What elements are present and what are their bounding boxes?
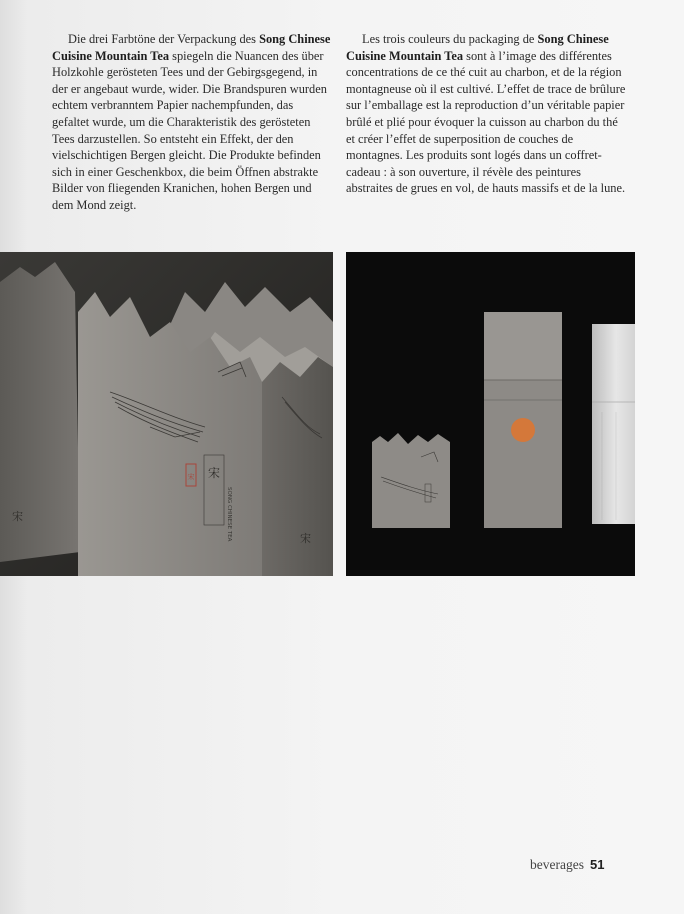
section-label: beverages <box>530 857 584 872</box>
box-brand-vertical: SONG CHINESE TEA <box>226 487 232 542</box>
foil-tea-bag <box>592 324 635 524</box>
packages-illustration <box>346 252 635 576</box>
left-panel-glyph: 宋 <box>12 510 23 523</box>
french-brand-name: Song Chinese Cuisine Mountain Tea <box>346 32 609 63</box>
german-column <box>52 31 332 214</box>
french-paragraph <box>346 31 626 197</box>
french-column <box>346 31 626 197</box>
page-footer <box>530 857 604 873</box>
french-text-body: sont à l’image des différentes concentrations de ce thé cuit au charbon, et de la région montagneuse où il est cultivé. L’effet de trace de brûlure sur l’emballage est la reproduction d’un véritable papier brûlé et plié pour évoquer la cuisson au charbon du thé et créer l’effet de superposition de couches de montagnes. Les produits sont logés dans un coffret-cadeau : à son ouverture, il révèle des peintures abstraites de grues en vol, de hauts massifs et de la lune. <box>346 48 626 196</box>
box-brand-glyph: 宋 <box>207 466 221 480</box>
red-seal-glyph: 宋 <box>187 473 195 481</box>
moon-seal <box>511 418 535 442</box>
french-text-intro: Les trois couleurs du packaging de <box>362 32 538 46</box>
gift-box-photo <box>0 252 333 576</box>
side-panel-glyph: 宋 <box>300 532 311 545</box>
small-tea-box <box>372 433 450 528</box>
german-paragraph <box>52 31 332 214</box>
german-text-body: spiegeln die Nuancen des über Holzkohle gerösteten Tees und der Gebirgsgegend, in der er angebaut wurde, wider. Die Brandspuren wurden echtem verbranntem Papier nachempfunden, das gefaltet wurde, um die Charakteristik des gerösteten Tees darzustellen. So entsteht ein Effekt, der den vielschichtigen Bergen gleicht. Die Produkte befinden sich in einer Geschenkbox, die beim Öffnen abstrakte Bilder von fliegenden Kranichen, hohen Bergen und dem Mond zeigt. <box>52 48 327 212</box>
gift-box-illustration <box>0 252 333 576</box>
packages-photo <box>346 252 635 576</box>
page-number: 51 <box>589 857 605 872</box>
german-brand-name: Song Chinese Cuisine Mountain Tea <box>52 32 331 63</box>
german-text-intro: Die drei Farbtöne der Verpackung des <box>68 32 260 46</box>
